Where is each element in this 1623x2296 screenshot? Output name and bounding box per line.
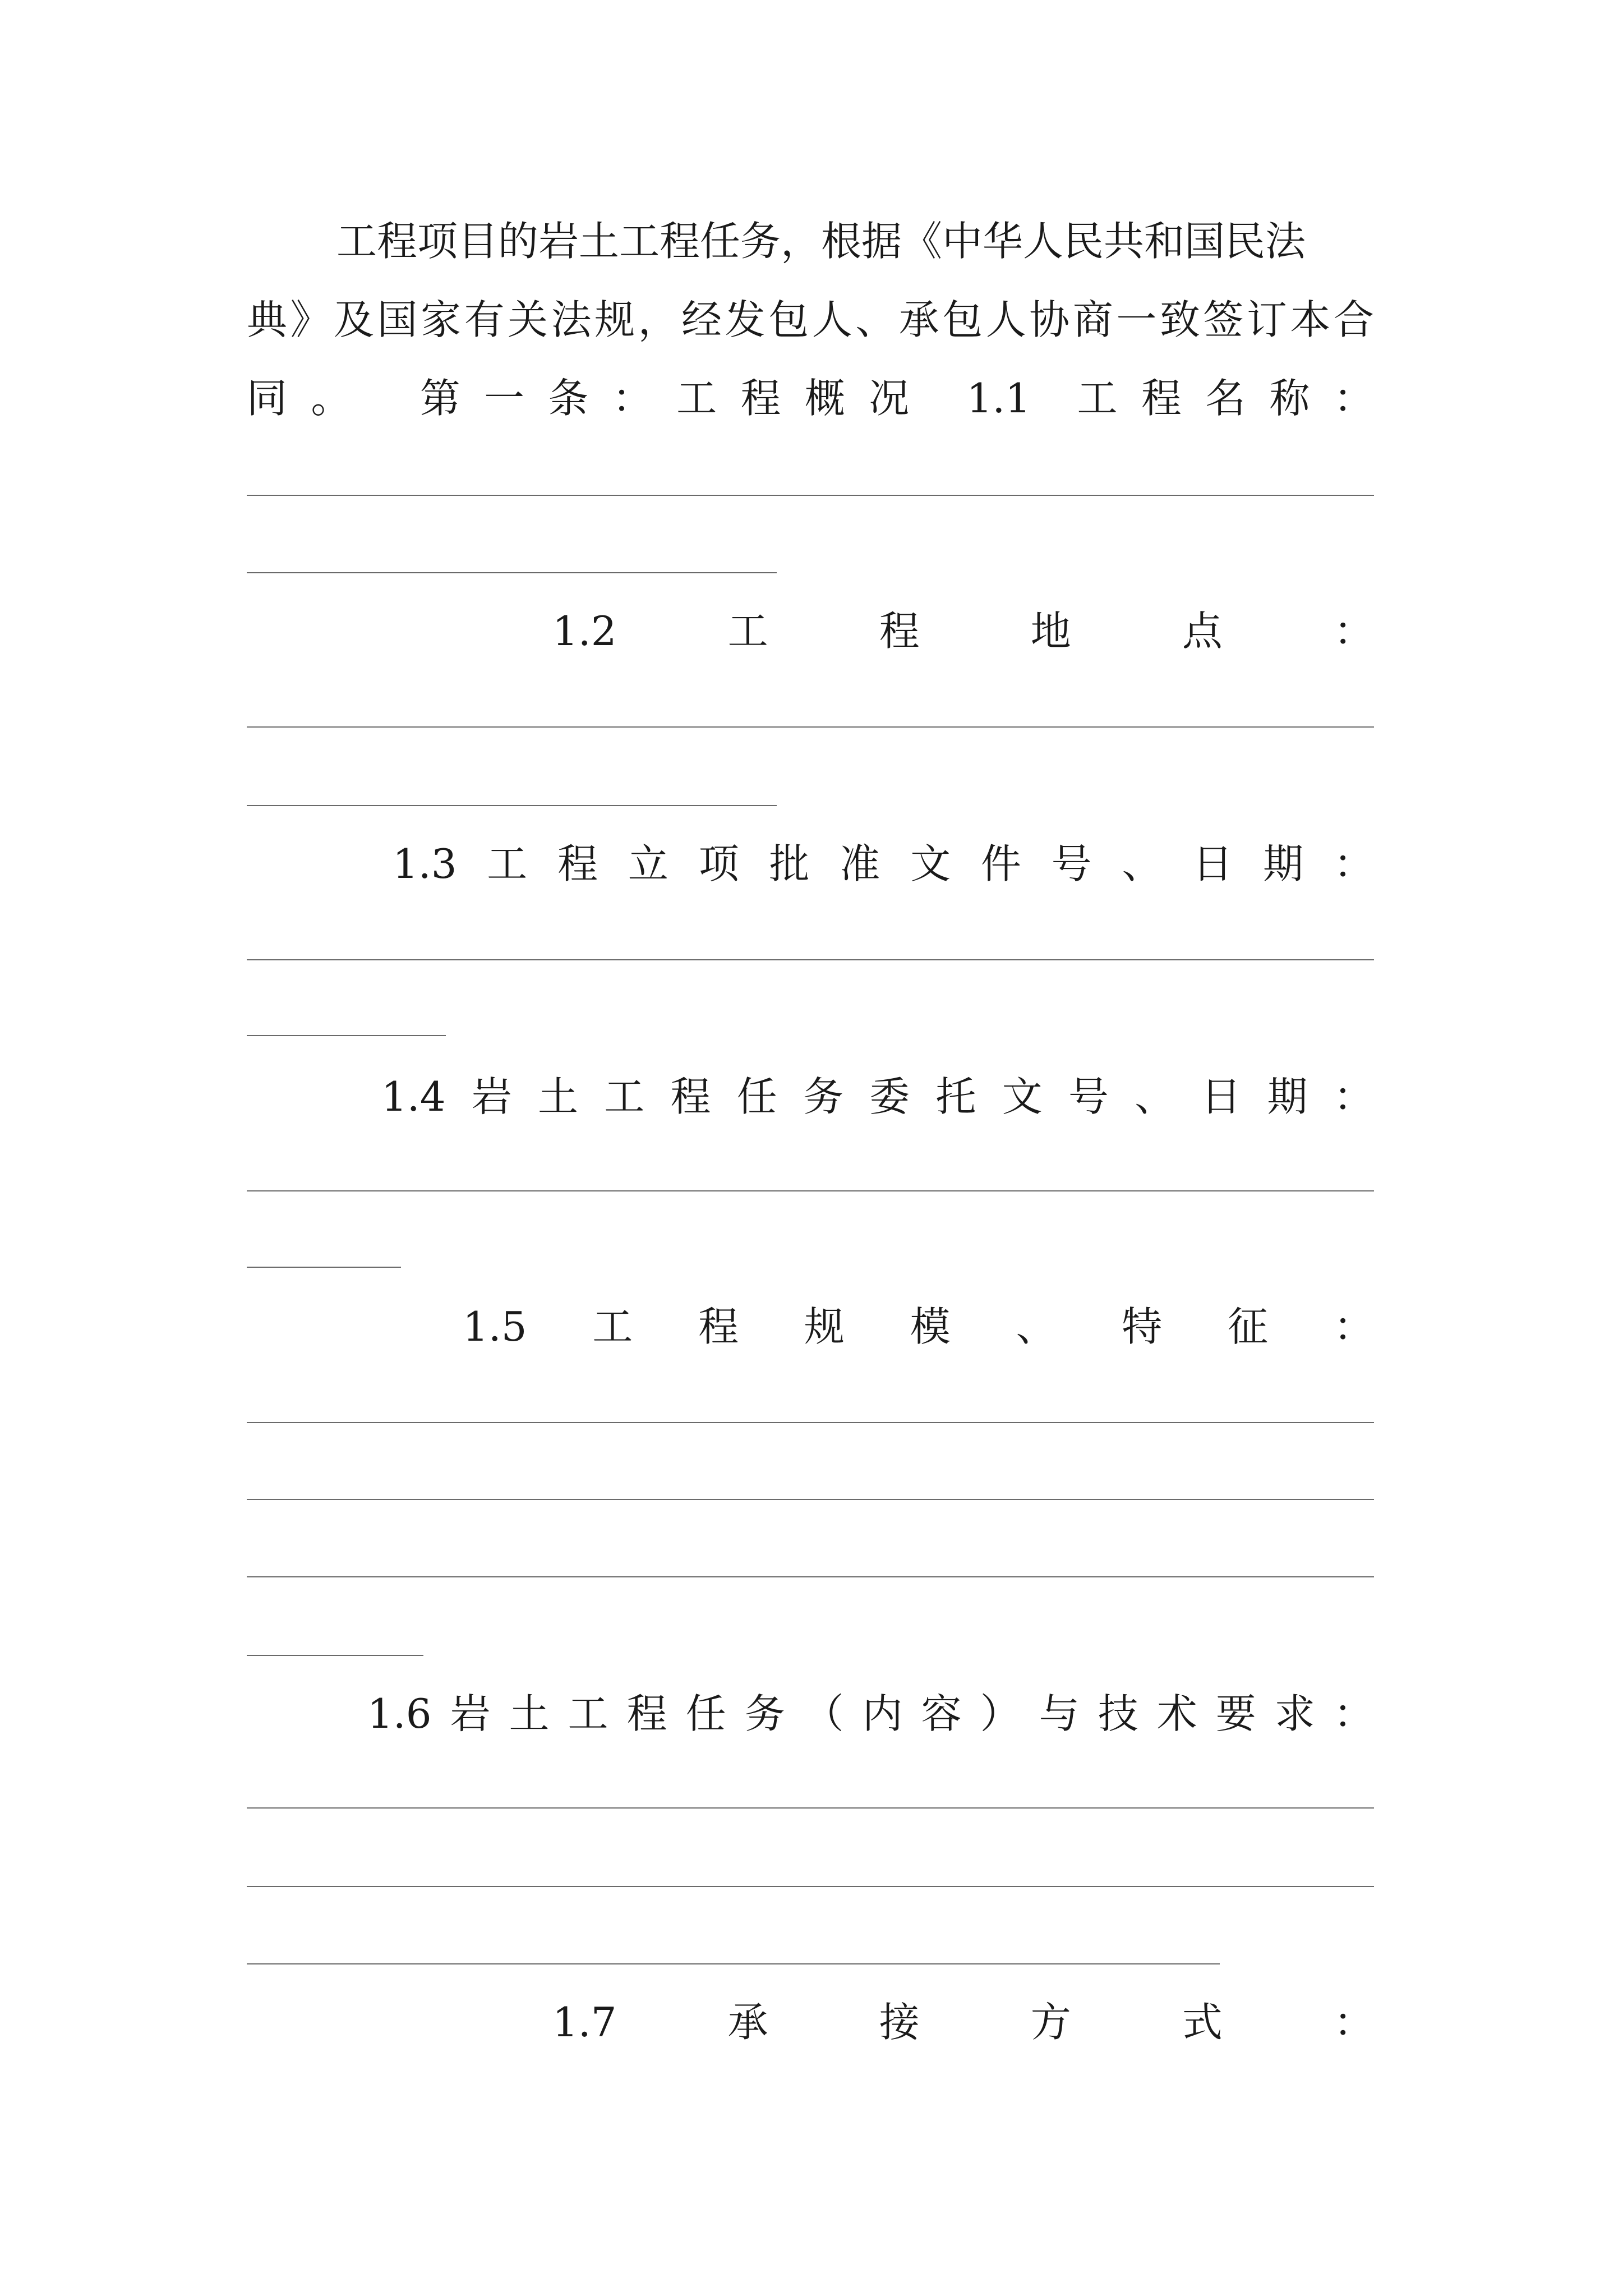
- fill-in-line: [247, 1655, 423, 1656]
- text-char: 程: [670, 1073, 711, 1120]
- text-char: 准: [840, 840, 880, 887]
- text-char: 工: [604, 1073, 645, 1120]
- item-1-3: [393, 839, 1374, 889]
- text-char: 商: [1072, 296, 1113, 343]
- text-char: 日: [1201, 1073, 1242, 1120]
- text-char: 承: [898, 296, 939, 343]
- text-char: 及: [334, 296, 375, 343]
- text-char: 地: [1030, 608, 1071, 655]
- text-char: 国: [377, 296, 418, 343]
- text-char: 名: [1205, 375, 1246, 422]
- text-char: 合: [1333, 296, 1374, 343]
- text-char: 工: [568, 1690, 608, 1737]
- text-char: 承: [727, 1999, 768, 2046]
- fill-in-line: [247, 1267, 401, 1268]
- text-char: ：: [612, 375, 653, 422]
- text-char: ：: [1333, 1073, 1374, 1120]
- text-char: 概: [804, 375, 845, 422]
- text-char: 工: [592, 1303, 633, 1350]
- text-char: 式: [1182, 1999, 1223, 2046]
- text-char: 与: [1039, 1690, 1080, 1737]
- intro-line-1: 工程项目的岩土工程任务，根据《中华人民共和国民法: [336, 218, 1306, 265]
- text-char: 1.1: [966, 375, 1031, 422]
- text-char: 程: [879, 608, 920, 655]
- text-char: 期: [1263, 840, 1304, 887]
- text-char: 务: [803, 1073, 843, 1120]
- fill-in-line: [247, 1190, 1374, 1191]
- fill-in-line: [247, 1499, 1374, 1500]
- fill-in-line: [247, 1576, 1374, 1577]
- text-char: ，: [638, 296, 679, 343]
- text-char: 、: [1135, 1073, 1175, 1120]
- text-char: （: [803, 1690, 844, 1737]
- text-char: ：: [1333, 840, 1374, 887]
- text-char: 称: [1269, 375, 1310, 422]
- text-char: 号: [1068, 1073, 1109, 1120]
- text-char: 点: [1182, 608, 1223, 655]
- text-char: 模: [910, 1303, 951, 1350]
- item-number: 1.2: [552, 608, 617, 655]
- text-char: 》: [290, 296, 331, 343]
- text-char: 务: [744, 1690, 785, 1737]
- item-number: 1.6: [367, 1690, 432, 1737]
- text-char: 同: [247, 375, 288, 422]
- item-1-6: [367, 1688, 1374, 1739]
- text-char: 土: [509, 1690, 550, 1737]
- text-char: 本: [1290, 296, 1331, 343]
- intro-line-3: [247, 373, 1374, 424]
- text-char: ：: [1333, 1690, 1374, 1737]
- item-number: 1.7: [552, 1999, 617, 2046]
- text-char: 特: [1122, 1303, 1163, 1350]
- text-char: 要: [1215, 1690, 1256, 1737]
- text-char: 、: [1122, 840, 1163, 887]
- text-char: 一: [1116, 296, 1157, 343]
- text-char: 委: [869, 1073, 910, 1120]
- text-char: 发: [725, 296, 766, 343]
- text-char: 经: [681, 296, 722, 343]
- fill-in-line: [247, 1886, 1374, 1887]
- fill-in-line: [247, 495, 1374, 496]
- fill-in-line: [247, 805, 777, 806]
- text-char: 协: [1029, 296, 1070, 343]
- text-char: 术: [1156, 1690, 1197, 1737]
- text-char: 文: [910, 840, 951, 887]
- text-char: 件: [980, 840, 1021, 887]
- text-char: 订: [1246, 296, 1287, 343]
- text-char: ：: [1333, 1303, 1374, 1350]
- text-char: 第: [419, 375, 460, 422]
- text-char: 程: [698, 1303, 739, 1350]
- text-char: 法: [551, 296, 592, 343]
- text-char: 接: [879, 1999, 920, 2046]
- text-char: 一: [484, 375, 525, 422]
- text-char: 日: [1192, 840, 1233, 887]
- item-1-4: [381, 1071, 1374, 1122]
- text-char: 、: [855, 296, 896, 343]
- item-number: 1.4: [381, 1073, 446, 1120]
- text-char: 条: [548, 375, 589, 422]
- fill-in-line: [247, 1035, 446, 1036]
- text-char: 工: [1077, 375, 1118, 422]
- item-number: 1.3: [393, 840, 457, 887]
- item-1-5: [463, 1301, 1374, 1352]
- text-char: 程: [740, 375, 781, 422]
- text-char: 土: [537, 1073, 578, 1120]
- text-char: 有: [464, 296, 505, 343]
- text-char: 征: [1228, 1303, 1269, 1350]
- text-char: 包: [768, 296, 809, 343]
- text-char: 。: [311, 375, 352, 422]
- text-char: 工: [676, 375, 717, 422]
- text-char: 项: [698, 840, 739, 887]
- text-char: 典: [247, 296, 288, 343]
- text-char: 人: [811, 296, 852, 343]
- text-char: 岩: [471, 1073, 512, 1120]
- text-char: 托: [935, 1073, 976, 1120]
- text-char: 工: [727, 608, 768, 655]
- text-char: 规: [804, 1303, 845, 1350]
- fill-in-line: [247, 1422, 1374, 1423]
- item-number: 1.5: [463, 1303, 527, 1350]
- text-char: 任: [736, 1073, 777, 1120]
- text-char: 程: [557, 840, 598, 887]
- item-1-2: [552, 606, 1374, 656]
- text-char: 求: [1274, 1690, 1315, 1737]
- text-char: 签: [1203, 296, 1244, 343]
- text-char: ：: [1333, 1999, 1374, 2046]
- text-char: 程: [626, 1690, 667, 1737]
- fill-in-line: [247, 1963, 1220, 1964]
- text-char: 立: [628, 840, 668, 887]
- text-char: ）: [980, 1690, 1021, 1737]
- text-char: 工: [487, 840, 528, 887]
- text-char: 期: [1267, 1073, 1308, 1120]
- text-char: 文: [1002, 1073, 1043, 1120]
- text-char: 人: [985, 296, 1026, 343]
- text-char: 容: [921, 1690, 962, 1737]
- text-char: 关: [508, 296, 548, 343]
- text-char: 规: [594, 296, 635, 343]
- fill-in-line: [247, 959, 1374, 960]
- item-1-7: [552, 1997, 1374, 2047]
- text-char: 号: [1051, 840, 1092, 887]
- text-char: 家: [421, 296, 462, 343]
- text-char: ：: [1333, 608, 1374, 655]
- text-char: 包: [942, 296, 983, 343]
- text-char: 况: [869, 375, 910, 422]
- text-char: 任: [685, 1690, 726, 1737]
- text-char: 程: [1141, 375, 1182, 422]
- text-char: 批: [769, 840, 810, 887]
- text-char: 致: [1159, 296, 1200, 343]
- text-char: 、: [1016, 1303, 1057, 1350]
- text-char: ：: [1333, 375, 1374, 422]
- fill-in-line: [247, 1807, 1374, 1809]
- text-char: 岩: [450, 1690, 491, 1737]
- text-char: 内: [862, 1690, 903, 1737]
- intro-line-2: [247, 295, 1374, 345]
- fill-in-line: [247, 726, 1374, 728]
- fill-in-line: [247, 572, 777, 573]
- text-char: 方: [1030, 1999, 1071, 2046]
- text-char: 技: [1098, 1690, 1138, 1737]
